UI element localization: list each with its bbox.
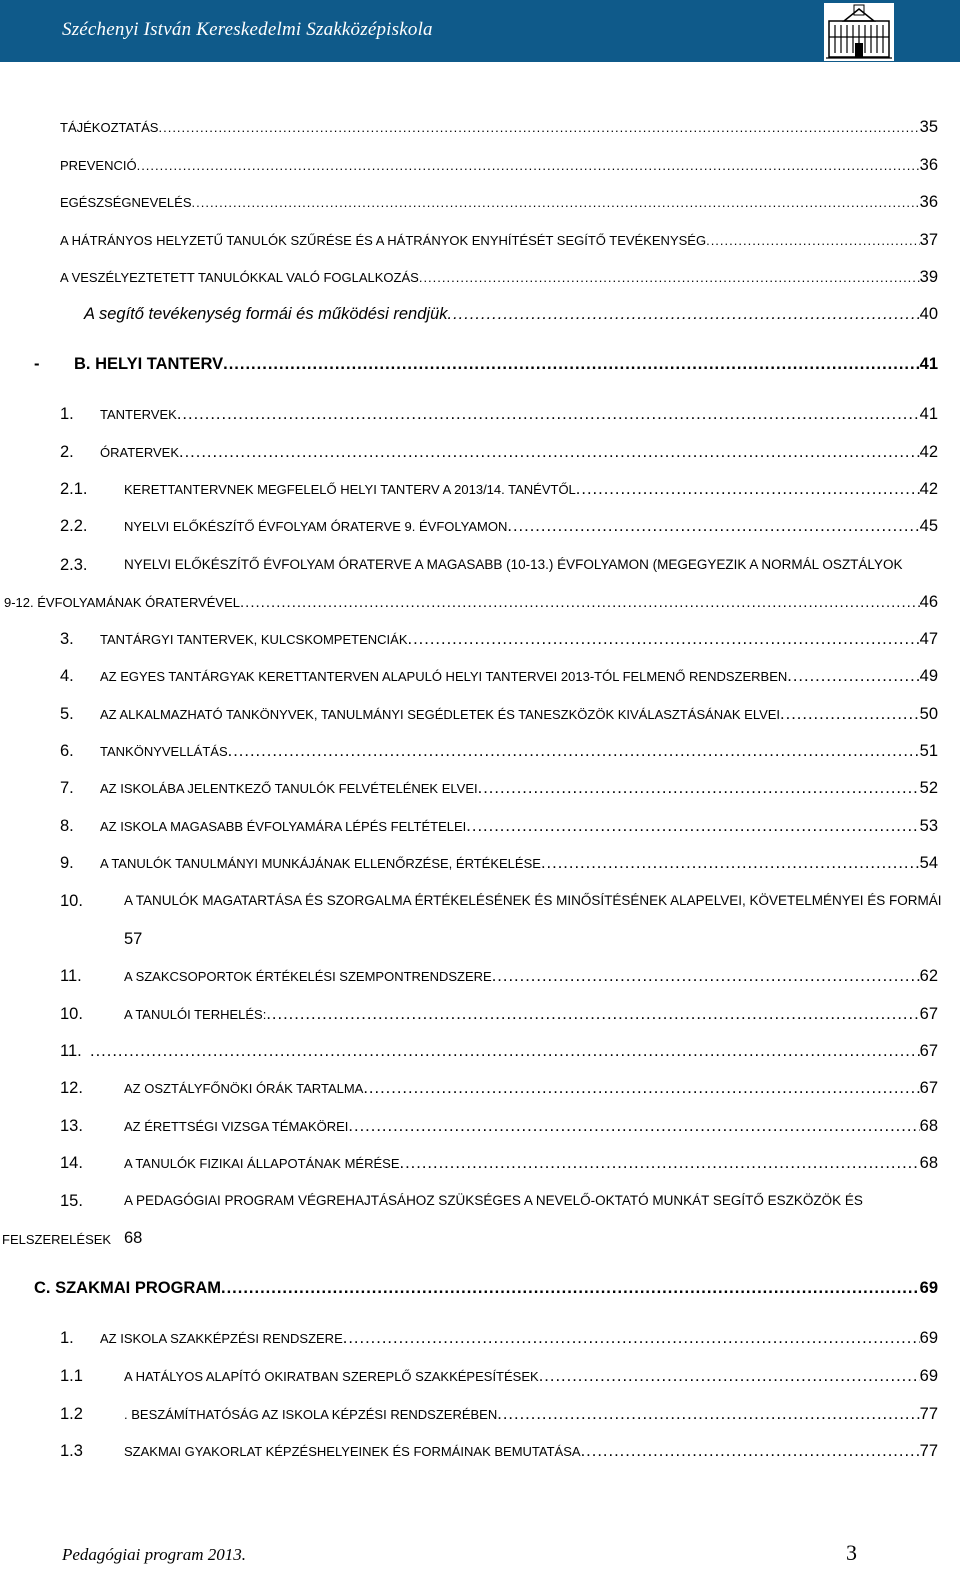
leader-dots (177, 404, 920, 424)
toc-entry-number: 4. (60, 667, 74, 685)
leader-dots (581, 1441, 920, 1461)
leader-dots (539, 1366, 920, 1386)
leader-dots (787, 666, 919, 686)
toc-entry-title: TANTÁRGYI TANTERVEK, KULCSKOMPETENCIÁK (100, 632, 408, 647)
toc-entry-page: 40 (919, 305, 938, 323)
school-name: Széchenyi István Kereskedelmi Szakközépiskola (62, 19, 433, 40)
leader-dots (478, 778, 920, 798)
toc-entry-number: 8. (60, 817, 74, 835)
toc-entry-title: KERETTANTERVNEK MEGFELELŐ HELYI TANTERV A 2013/14. TANÉVTŐL (124, 482, 576, 497)
toc-entry-number: 2.3. (60, 556, 88, 574)
toc-entry-page: 68 (919, 1154, 938, 1172)
toc-entry-title: NYELVI ELŐKÉSZÍTŐ ÉVFOLYAM ÓRATERVE 9. ÉVFOLYAMON (124, 519, 508, 534)
toc-entry-number: 1.2 (60, 1405, 83, 1423)
toc-entry-number: 1. (60, 1329, 74, 1347)
leader-dots (90, 1041, 920, 1061)
toc-entry-title: A TANULÓI TERHELÉS: (124, 1007, 267, 1022)
toc-entry-title: . BESZÁMÍTHATÓSÁG AZ ISKOLA KÉPZÉSI RENDSZERÉBEN (124, 1407, 498, 1422)
toc-entry-page: 42 (919, 480, 938, 498)
footer-program: Pedagógiai program 2013. (62, 1545, 247, 1564)
toc-entry-page: 37 (919, 231, 938, 249)
toc-entry-page: 35 (919, 118, 938, 136)
toc-entry-page: 47 (919, 630, 938, 648)
leader-dots (223, 354, 920, 374)
leader-dots (541, 853, 920, 873)
leader-dots (240, 593, 920, 613)
toc-entry-number: 2.1. (60, 480, 88, 498)
toc-entry-number: 1.3 (60, 1442, 83, 1460)
toc-entry-title: NYELVI ELŐKÉSZÍTŐ ÉVFOLYAM ÓRATERVE A MAGASABB (10-13.) ÉVFOLYAMON (MEGEGYEZIK A NORMÁL OSZTÁLYOK (124, 557, 903, 572)
leader-dots (448, 304, 920, 324)
toc-entry-page: 41 (919, 355, 938, 373)
toc-entry-title: A PEDAGÓGIAI PROGRAM VÉGREHAJTÁSÁHOZ SZÜKSÉGES A NEVELŐ-OKTATÓ MUNKÁT SEGÍTŐ ESZKÖZÖK ÉS (124, 1193, 863, 1208)
toc-entry-number: 13. (60, 1117, 83, 1135)
toc-entry-page: 54 (919, 854, 938, 872)
toc-entry-number: 14. (60, 1154, 83, 1172)
toc-entry-title: A HATÁLYOS ALAPÍTÓ OKIRATBAN SZEREPLŐ SZAKKÉPESÍTÉSEK (124, 1369, 539, 1384)
leader-dots (780, 704, 920, 724)
toc-entry-number: 12. (60, 1079, 83, 1097)
toc-entry-number: 7. (60, 779, 74, 797)
school-building-logo (824, 3, 894, 61)
toc-entry-title: A VESZÉLYEZTETETT TANULÓKKAL VALÓ FOGLALKOZÁS (60, 270, 419, 285)
footer-page-number: 3 (846, 1540, 857, 1565)
toc-entry-number: 1.1 (60, 1367, 83, 1385)
toc-entry-title: PREVENCIÓ (60, 158, 137, 173)
toc-entry-number: - (34, 355, 40, 373)
toc-entry-title: A SZAKCSOPORTOK ÉRTÉKELÉSI SZEMPONTRENDSZERE (124, 969, 492, 984)
toc-entry-page: 53 (919, 817, 938, 835)
toc-entry-title: AZ ISKOLA MAGASABB ÉVFOLYAMÁRA LÉPÉS FELTÉTELEI (100, 819, 467, 834)
toc-entry-title: A HÁTRÁNYOS HELYZETŰ TANULÓK SZŰRÉSE ÉS A HÁTRÁNYOK ENYHÍTÉSÉT SEGÍTŐ TEVÉKENYSÉG (60, 233, 707, 248)
toc-entry-number: 1. (60, 405, 74, 423)
leader-dots (408, 629, 920, 649)
toc-entry-title: AZ ISKOLÁBA JELENTKEZŐ TANULÓK FELVÉTELÉNEK ELVEI (100, 781, 478, 796)
toc-entry-title-cont: 9-12. ÉVFOLYAMÁNAK ÓRATERVÉVEL (4, 595, 241, 610)
leader-dots (348, 1116, 919, 1136)
toc-entry-title: AZ ÉRETTSÉGI VIZSGA TÉMAKÖREI (124, 1119, 349, 1134)
toc-entry-page: 46 (919, 593, 938, 611)
toc-entry-number: 9. (60, 854, 74, 872)
leader-dots (228, 741, 920, 761)
toc-entry-page: 62 (919, 967, 938, 985)
toc-entry-page: 51 (919, 742, 938, 760)
toc-entry-number: 2.2. (60, 517, 88, 535)
toc-entry-page: 69 (919, 1367, 938, 1385)
page-header (0, 0, 960, 62)
toc-entry-number: 2. (60, 443, 74, 461)
leader-dots (466, 816, 919, 836)
toc-entry-title: TANTERVEK (100, 407, 177, 422)
toc-entry-title: A TANULÓK TANULMÁNYI MUNKÁJÁNAK ELLENŐRZÉSE, ÉRTÉKELÉSE (100, 856, 541, 871)
toc-entry-number: 5. (60, 705, 74, 723)
toc-entry-page: 45 (919, 517, 938, 535)
toc-entry-title: A TANULÓK FIZIKAI ÁLLAPOTÁNAK MÉRÉSE (124, 1156, 400, 1171)
leader-dots (192, 193, 920, 213)
toc-entry-page: 68 (919, 1117, 938, 1135)
leader-dots (419, 268, 920, 288)
toc-entry-title: A TANULÓK MAGATARTÁSA ÉS SZORGALMA ÉRTÉKELÉSÉNEK ÉS MINŐSÍTÉSÉNEK ALAPELVEI, KÖVETELMÉNYEI ÉS FORMÁI (124, 893, 942, 908)
toc-entry-title: AZ ISKOLA SZAKKÉPZÉSI RENDSZERE (100, 1331, 343, 1346)
toc-entry-page: 49 (919, 667, 938, 685)
toc-entry-number: 10. (60, 892, 83, 910)
toc-entry-page: 68 (124, 1229, 143, 1247)
leader-dots (266, 1004, 919, 1024)
leader-dots (343, 1328, 920, 1348)
leader-dots (400, 1153, 920, 1173)
leader-dots (576, 479, 920, 499)
toc-entry-page: 52 (919, 779, 938, 797)
toc-entry-page: 69 (919, 1329, 938, 1347)
leader-dots (497, 1404, 919, 1424)
toc-entry-title: AZ EGYES TANTÁRGYAK KERETTANTERVEN ALAPULÓ HELYI TANTERVEI 2013-TÓL FELMENŐ RENDSZERBEN (100, 669, 788, 684)
toc-entry-title: C. SZAKMAI PROGRAM (34, 1279, 221, 1297)
toc-entry-page: 39 (919, 268, 938, 286)
toc-entry-title: ÓRATERVEK (100, 445, 179, 460)
leader-dots (706, 231, 920, 251)
leader-dots (507, 516, 919, 536)
leader-dots (221, 1278, 920, 1298)
toc-entry-title: A segítő tevékenység formái és működési rendjük (84, 305, 448, 323)
toc-entry-number: 15. (60, 1192, 83, 1210)
toc-entry-page: 67 (919, 1042, 938, 1060)
toc-entry-title: B. HELYI TANTERV (74, 355, 224, 373)
toc-entry-page: 67 (919, 1005, 938, 1023)
toc-entry-page: 67 (919, 1079, 938, 1097)
toc-entry-title: AZ OSZTÁLYFŐNÖKI ÓRÁK TARTALMA (124, 1081, 364, 1096)
toc-entry-number: 11. (60, 967, 82, 985)
leader-dots (363, 1078, 919, 1098)
toc-entry-number: 6. (60, 742, 74, 760)
leader-dots (492, 966, 920, 986)
toc-entry-title: AZ ALKALMAZHATÓ TANKÖNYVEK, TANULMÁNYI SEGÉDLETEK ÉS TANESZKÖZÖK KIVÁLASZTÁSÁNAK ELVEI (100, 707, 781, 722)
toc-entry-title: TANKÖNYVELLÁTÁS (100, 744, 228, 759)
toc-entry-page: 77 (919, 1405, 938, 1423)
leader-dots (158, 118, 919, 138)
toc-entry-number: 10. (60, 1005, 83, 1023)
toc-entry-number: 3. (60, 630, 74, 648)
toc-entry-title: EGÉSZSÉGNEVELÉS (60, 195, 192, 210)
leader-dots (179, 442, 920, 462)
toc-entry-page: 57 (124, 930, 143, 948)
leader-dots (137, 156, 920, 176)
toc-entry-page: 36 (919, 156, 938, 174)
toc-entry-title: TÁJÉKOZTATÁS (60, 120, 159, 135)
toc-entry-title: SZAKMAI GYAKORLAT KÉPZÉSHELYEINEK ÉS FORMÁINAK BEMUTATÁSA (124, 1444, 581, 1459)
toc-entry-page: 42 (919, 443, 938, 461)
toc-entry-page: 36 (919, 193, 938, 211)
toc-entry-page: 50 (919, 705, 938, 723)
toc-entry-page: 41 (919, 405, 938, 423)
toc-entry-title-cont: FELSZERELÉSEK (2, 1232, 112, 1247)
toc-entry-number: 11. (60, 1042, 82, 1060)
toc-entry-page: 69 (919, 1279, 938, 1297)
toc-entry-page: 77 (919, 1442, 938, 1460)
